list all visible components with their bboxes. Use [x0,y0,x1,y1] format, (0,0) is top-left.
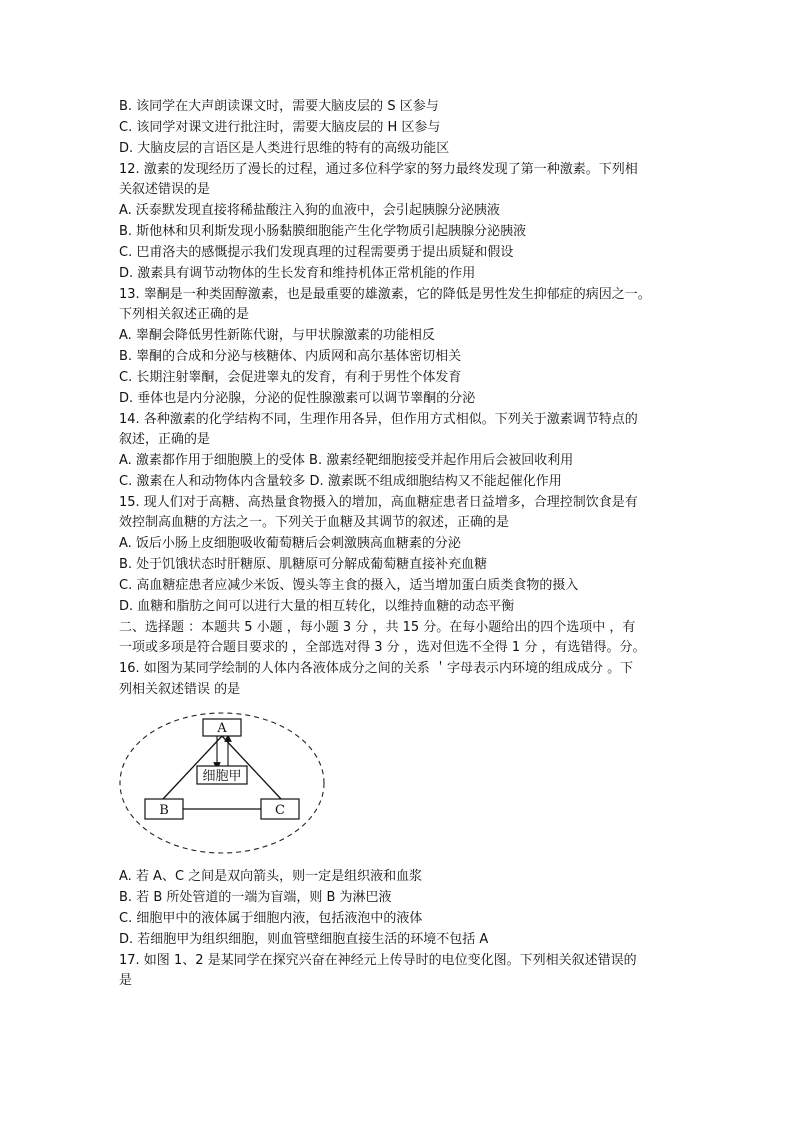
question-15-stem-cont: 效控制高血糖的方法之一。下列关于血糖及其调节的叙述，正确的是 [119,515,510,530]
option-12a: A. 沃泰默发现直接将稀盐酸注入狗的血液中，会引起胰腺分泌胰液 [119,203,500,218]
label-a: A [217,721,227,736]
option-15a: A. 饭后小肠上皮细胞吸收葡萄糖后会刺激胰高血糖素的分泌 [119,536,461,551]
question-14-stem: 14. 各种激素的化学结构不同，生理作用各异，但作用方式相似。下列关于激素调节特点的 [119,412,638,427]
option-16a: A. 若 A、C 之间是双向箭头，则一定是组织液和血浆 [119,869,423,884]
label-c: C [275,803,285,818]
option-15c: C. 高血糖症患者应减少米饭、馒头等主食的摄入，适当增加蛋白质类食物的摄入 [119,578,579,593]
option-12d: D. 激素具有调节动物体的生长发育和维持机体正常机能的作用 [119,266,476,281]
option-16b: B. 若 B 所处管道的一端为盲端，则 B 为淋巴液 [119,890,392,905]
question-16-stem-cont: 列相关叙述错误 的是 [119,682,241,697]
question-17-stem-cont: 是 [119,973,133,988]
label-b: B [159,803,169,818]
option-14ab: A. 激素都作用于细胞膜上的受体 B. 激素经靶细胞接受并起作用后会被回收利用 [119,453,574,468]
option-13b: B. 睾酮的合成和分泌与核糖体、内质网和高尔基体密切相关 [119,349,462,364]
question-15-stem: 15. 现人们对于高糖、高热量食物摄入的增加，高血糖症患者日益增多，合理控制饮食是有 [119,495,638,510]
option-15d: D. 血糖和脂肪之间可以进行大量的相互转化，以维持血糖的动态平衡 [119,599,515,614]
question-16-stem: 16. 如图为某同学绘制的人体内各液体成分之间的关系 ＇字母表示内环境的组成成分 。下 [119,661,634,676]
option-11c: C. 该同学对课文进行批注时，需要大脑皮层的 H 区参与 [119,120,441,135]
question-17-stem: 17. 如图 1、2 是某同学在探究兴奋在神经元上传导时的电位变化图。下列相关叙述错误的 [119,953,637,968]
question-12-stem: 12. 激素的发现经历了漫长的过程，通过多位科学家的努力最终发现了第一种激素。下列相 [119,162,638,177]
question-13-stem: 13. 睾酮是一种类固醇激素，也是最重要的雄激素，它的降低是男性发生抑郁症的病因之一。 [119,287,651,302]
option-16c: C. 细胞甲中的液体属于细胞内液，包括液泡中的液体 [119,911,423,926]
option-16d: D. 若细胞甲为组织细胞，则血管壁细胞直接生活的环境不包括 A [119,932,489,947]
option-15b: B. 处于饥饿状态时肝糖原、肌糖原可分解成葡萄糖直接补充血糖 [119,557,488,572]
section-2-heading: 二、选择题 ：本题共 5 小题 ，每小题 3 分 ，共 15 分。在每小题给出的四个选项中 ，有 [119,620,636,635]
question-12-stem-cont: 关叙述错误的是 [119,182,211,197]
section-2-heading-cont: 一项或多项是符合题目要求的 ，全部选对得 3 分 ，选对但选不全得 1 分 ，有选错得。分。 [119,640,646,655]
option-12b: B. 斯他林和贝利斯发现小肠黏膜细胞能产生化学物质引起胰腺分泌胰液 [119,224,527,239]
question-14-stem-cont: 叙述，正确的是 [119,432,211,447]
option-11d: D. 大脑皮层的言语区是人类进行思维的特有的高级功能区 [119,141,450,156]
label-cell: 细胞甲 [202,769,242,784]
option-12c: C. 巴甫洛夫的感慨提示我们发现真理的过程需要勇于提出质疑和假设 [119,245,514,260]
option-13d: D. 垂体也是内分泌腺，分泌的促性腺激素可以调节睾酮的分泌 [119,391,476,406]
question-13-stem-cont: 下列相关叙述正确的是 [119,307,250,322]
option-13a: A. 睾酮会降低男性新陈代谢，与甲状腺激素的功能相反 [119,328,435,343]
option-14cd: C. 激素在人和动物体内含量较多 D. 激素既不组成细胞结构又不能起催化作用 [119,474,562,489]
option-13c: C. 长期注射睾酮，会促进睾丸的发育，有利于男性个体发育 [119,370,462,385]
option-11b: B. 该同学在大声朗读课文时，需要大脑皮层的 S 区参与 [119,99,439,114]
body-fluid-diagram-svg [118,708,334,858]
body-fluid-diagram [118,708,334,858]
